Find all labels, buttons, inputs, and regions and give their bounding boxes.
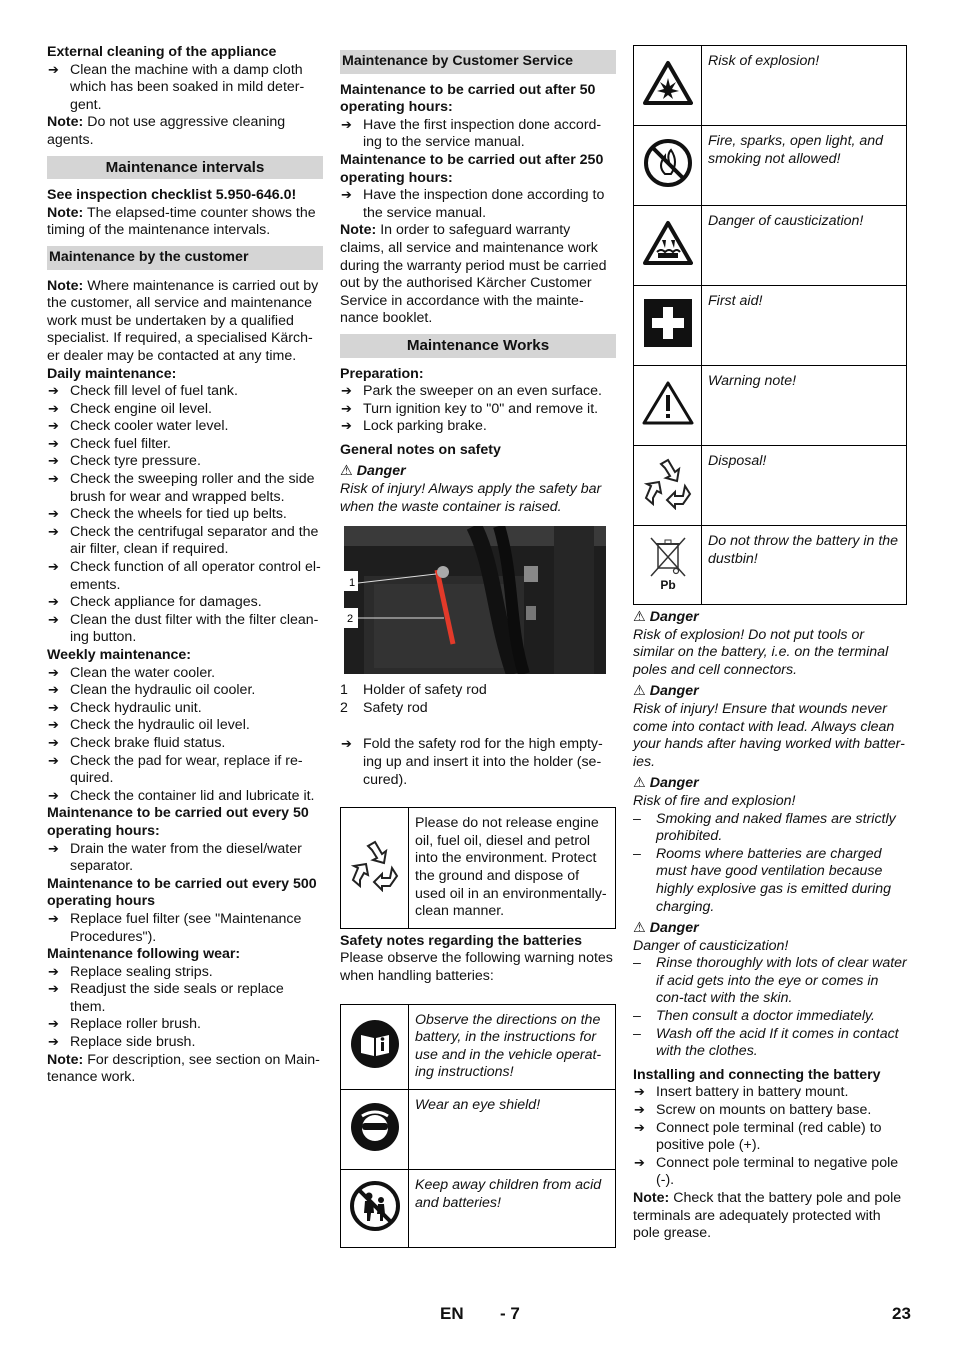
no-children-icon <box>349 1180 401 1232</box>
list-item: ➔ Check the wheels for tied up belts. <box>47 506 323 524</box>
list-item: ➔ Drain the water from the diesel/water separator. <box>47 841 323 876</box>
warning-triangle-icon: ⚠ <box>340 463 353 480</box>
list-item: ➔ Turn ignition key to "0" and remove it. <box>340 401 616 419</box>
recycle-cell <box>341 808 409 929</box>
danger-fire-text: Risk of fire and explosion! <box>633 792 796 809</box>
no-fire-text: Fire, sparks, open light, and smoking not allowed! <box>702 126 907 206</box>
grease-note: Note: Check that the battery pole and pole terminals are adequately protected with pole grease. <box>633 1190 902 1242</box>
list-item: ➔ Check tyre pressure. <box>47 453 323 471</box>
manual-cell <box>341 1004 409 1089</box>
warranty-note: Note: In order to safeguard warranty claims, all service and maintenance work during the warranty period must be carried out by the authorised Kärcher Customer Service in accordance with the mainte-nance booklet. <box>340 222 607 327</box>
danger-injury-text: Risk of injury! Ensure that wounds never come into contact with lead. Always clean your hands after having worked with batter-ies. <box>633 700 905 770</box>
list-item: – Wash off the acid If it comes in contact with the clothes. <box>633 1026 907 1061</box>
list-item: ➔ Replace side brush. <box>47 1034 323 1052</box>
eye-shield-icon <box>350 1102 400 1152</box>
list-item: ➔ Check cooler water level. <box>47 418 323 436</box>
bin-text: Do not throw the battery in the dustbin! <box>702 526 907 605</box>
list-item: ➔ Check fill level of fuel tank. <box>47 383 323 401</box>
description-note: Note: For description, see section on Main-tenance work. <box>47 1051 320 1086</box>
list-item: ➔ Check the sweeping roller and the side brush for wear and wrapped belts. <box>47 471 323 506</box>
every50-list <box>47 841 323 876</box>
list-item: ➔ Replace sealing strips. <box>47 964 323 982</box>
danger-fire-label: ⚠ Danger <box>633 775 699 792</box>
column-1 <box>47 44 323 1087</box>
every500-title: Maintenance to be carried out every 500 operating hours <box>47 875 317 910</box>
machine-photo-icon <box>344 526 606 674</box>
corrosive-warning-icon <box>643 220 693 266</box>
list-item: ➔ Fold the safety rod for the high empty-ing up and insert it into the holder (se-cured). <box>340 736 616 789</box>
eye-shield-text: Wear an eye shield! <box>409 1089 616 1169</box>
safety-title: General notes on safety <box>340 441 501 458</box>
read-manual-icon <box>350 1019 400 1069</box>
list-item: ➔ Check brake fluid status. <box>47 735 323 753</box>
wear-title: Maintenance following wear: <box>47 946 241 963</box>
list-item: ➔ Readjust the side seals or replace them. <box>47 981 323 1016</box>
caustic-text: Danger of causticization! <box>702 206 907 286</box>
ext-note: Note: Do not use aggressive cleaning agents. <box>47 114 286 148</box>
after250-list <box>340 187 616 222</box>
list-item: ➔ Check engine oil level. <box>47 401 323 419</box>
list-item: ➔ Screw on mounts on battery base. <box>633 1102 907 1120</box>
list-item: ➔ Check the pad for wear, replace if re-quired. <box>47 753 323 788</box>
preparation-title: Preparation: <box>340 365 424 382</box>
list-item: ➔ Connect pole terminal (red cable) to positive pole (+). <box>633 1120 907 1155</box>
first-aid-text: First aid! <box>702 286 907 366</box>
battery-warning-table <box>340 1004 616 1248</box>
elapsed-note: Note: The elapsed-time counter shows the timing of the maintenance intervals. <box>47 204 316 239</box>
list-item: ➔ Check the container lid and lubricate it. <box>47 788 323 806</box>
warning-text: Warning note! <box>702 366 907 446</box>
list-item: ➔ Have the first inspection done accord-ing to the service manual. <box>340 117 616 152</box>
every500-list <box>47 911 323 946</box>
explosion-text: Risk of explosion! <box>702 46 907 126</box>
photo-callout-1: 1 <box>349 577 356 590</box>
battery-directions-text: Observe the directions on the battery, in the instructions for use and in the vehicle operat-ing instructions! <box>409 1004 616 1089</box>
column-3 <box>633 45 907 1243</box>
list-item: ➔ Check function of all operator control el-ements. <box>47 559 323 594</box>
maintenance-works-heading: Maintenance Works <box>340 334 616 358</box>
list-item: – Rooms where batteries are charged must have good ventilation because highly explosive gas is emitted during charging. <box>633 846 907 916</box>
fold-list <box>340 736 616 789</box>
list-item: ➔ Check hydraulic unit. <box>47 700 323 718</box>
list-item: ➔ Replace roller brush. <box>47 1016 323 1034</box>
children-text: Keep away children from acid and batteries! <box>409 1169 616 1247</box>
danger-label: ⚠ Danger <box>340 463 406 480</box>
battery-symbol-table <box>633 45 907 605</box>
maintenance-intervals-heading: Maintenance intervals <box>47 156 323 180</box>
daily-title: Daily maintenance: <box>47 365 177 382</box>
install-list <box>633 1084 907 1190</box>
list-item: ➔ Insert battery in battery mount. <box>633 1084 907 1102</box>
list-item: ➔ Check the centrifugal separator and the air filter, clean if required. <box>47 524 323 559</box>
no-fire-cell <box>634 126 702 206</box>
children-cell <box>341 1169 409 1247</box>
column-2 <box>340 44 616 1248</box>
warning-triangle-icon: ⚠ <box>633 920 646 937</box>
warning-triangle-icon: ⚠ <box>633 609 646 625</box>
battery-intro: Please observe the following warning notes when handling batteries: <box>340 950 613 984</box>
danger-caustic-text: Danger of causticization! <box>633 937 789 954</box>
preparation-list <box>340 383 616 436</box>
footer-language: EN <box>440 1304 464 1323</box>
recycle-text: Please do not release engine oil, fuel oil, diesel and petrol into the environment. Protect the ground and dispose of used oil in an environmentally-clean manner. <box>409 808 616 929</box>
disposal-recycle-icon <box>641 456 695 510</box>
crossed-bin-icon <box>645 532 691 592</box>
list-item: ➔ Clean the water cooler. <box>47 665 323 683</box>
list-item: ➔ Check appliance for damages. <box>47 594 323 612</box>
after250-title: Maintenance to be carried out after 250 operating hours: <box>340 151 604 186</box>
no-open-flame-icon <box>643 138 693 188</box>
safety-rod-photo <box>344 526 606 674</box>
install-title: Installing and connecting the battery <box>633 1066 881 1083</box>
first-aid-cell <box>634 286 702 366</box>
warning-note-icon <box>642 380 694 426</box>
danger-text: Risk of injury! Always apply the safety bar when the waste container is raised. <box>340 481 602 515</box>
battery-safety-title: Safety notes regarding the batteries <box>340 932 583 949</box>
list-item: ➔ Connect pole terminal to negative pole (-). <box>633 1155 907 1190</box>
daily-list <box>47 383 323 647</box>
checklist-ref: See inspection checklist 5.950-646.0! <box>47 187 297 204</box>
danger-explosion-text: Risk of explosion! Do not put tools or similar on the battery, i.e. on the terminal poles and cell connectors. <box>633 626 889 678</box>
list-item: – Smoking and naked flames are strictly prohibited. <box>633 811 907 846</box>
footer-section-page: - 7 <box>500 1304 520 1323</box>
after50-list <box>340 117 616 152</box>
warning-cell <box>634 366 702 446</box>
explosion-warning-icon <box>643 60 693 106</box>
ext-cleaning-list <box>47 62 323 115</box>
danger-injury-label: ⚠ Danger <box>633 683 699 700</box>
legend-item: 2 Safety rod <box>340 699 428 716</box>
list-item: ➔ Clean the dust filter with the filter clean-ing button. <box>47 612 323 647</box>
disposal-text: Disposal! <box>702 446 907 526</box>
danger-caustic-list <box>633 955 907 1061</box>
customer-note: Note: Where maintenance is carried out by the customer, all service and maintenance work must be undertaken by a qualified specialist. If required, a specialised Kärch-er dealer may be contacted at any time. <box>47 277 319 364</box>
list-item: ➔ Clean the machine with a damp cloth which has been soaked in mild deter-gent. <box>47 62 323 115</box>
explosion-cell <box>634 46 702 126</box>
footer-page-number: 23 <box>892 1304 911 1323</box>
list-item: ➔ Park the sweeper on an even surface. <box>340 383 616 401</box>
list-item: ➔ Lock parking brake. <box>340 418 616 436</box>
warning-triangle-icon: ⚠ <box>633 775 646 792</box>
ext-cleaning-title: External cleaning of the appliance <box>47 44 277 60</box>
after50-title: Maintenance to be carried out after 50 operating hours: <box>340 81 596 116</box>
danger-fire-list <box>633 811 907 917</box>
caustic-cell <box>634 206 702 286</box>
list-item: ➔ Check the hydraulic oil level. <box>47 717 323 735</box>
list-item: ➔ Check fuel filter. <box>47 436 323 454</box>
every50-title: Maintenance to be carried out every 50 operating hours: <box>47 805 309 839</box>
disposal-cell <box>634 446 702 526</box>
eye-shield-cell <box>341 1089 409 1169</box>
customer-maintenance-heading: Maintenance by the customer <box>47 246 323 270</box>
wear-list <box>47 964 323 1052</box>
photo-callout-2: 2 <box>347 613 354 626</box>
customer-service-heading: Maintenance by Customer Service <box>340 50 616 74</box>
recycle-icon <box>348 838 402 892</box>
list-item: – Rinse thoroughly with lots of clear water if acid gets into the eye or comes in con-tact with the skin. <box>633 955 907 1008</box>
recycle-table <box>340 807 616 929</box>
list-item: ➔ Replace fuel filter (see "Maintenance Procedures"). <box>47 911 323 946</box>
list-item: – Then consult a doctor immediately. <box>633 1008 907 1026</box>
danger-explosion-label: ⚠ Danger <box>633 609 699 625</box>
list-item: ➔ Clean the hydraulic oil cooler. <box>47 682 323 700</box>
danger-caustic-label: ⚠ Danger <box>633 920 699 937</box>
first-aid-icon <box>644 299 692 347</box>
legend-item: 1 Holder of safety rod <box>340 682 487 699</box>
weekly-list <box>47 665 323 806</box>
weekly-title: Weekly maintenance: <box>47 647 192 663</box>
list-item: ➔ Have the inspection done according to the service manual. <box>340 187 616 222</box>
bin-cell <box>634 526 702 605</box>
pb-label: Pb <box>659 578 676 593</box>
photo-legend <box>340 682 616 717</box>
warning-triangle-icon: ⚠ <box>633 683 646 700</box>
